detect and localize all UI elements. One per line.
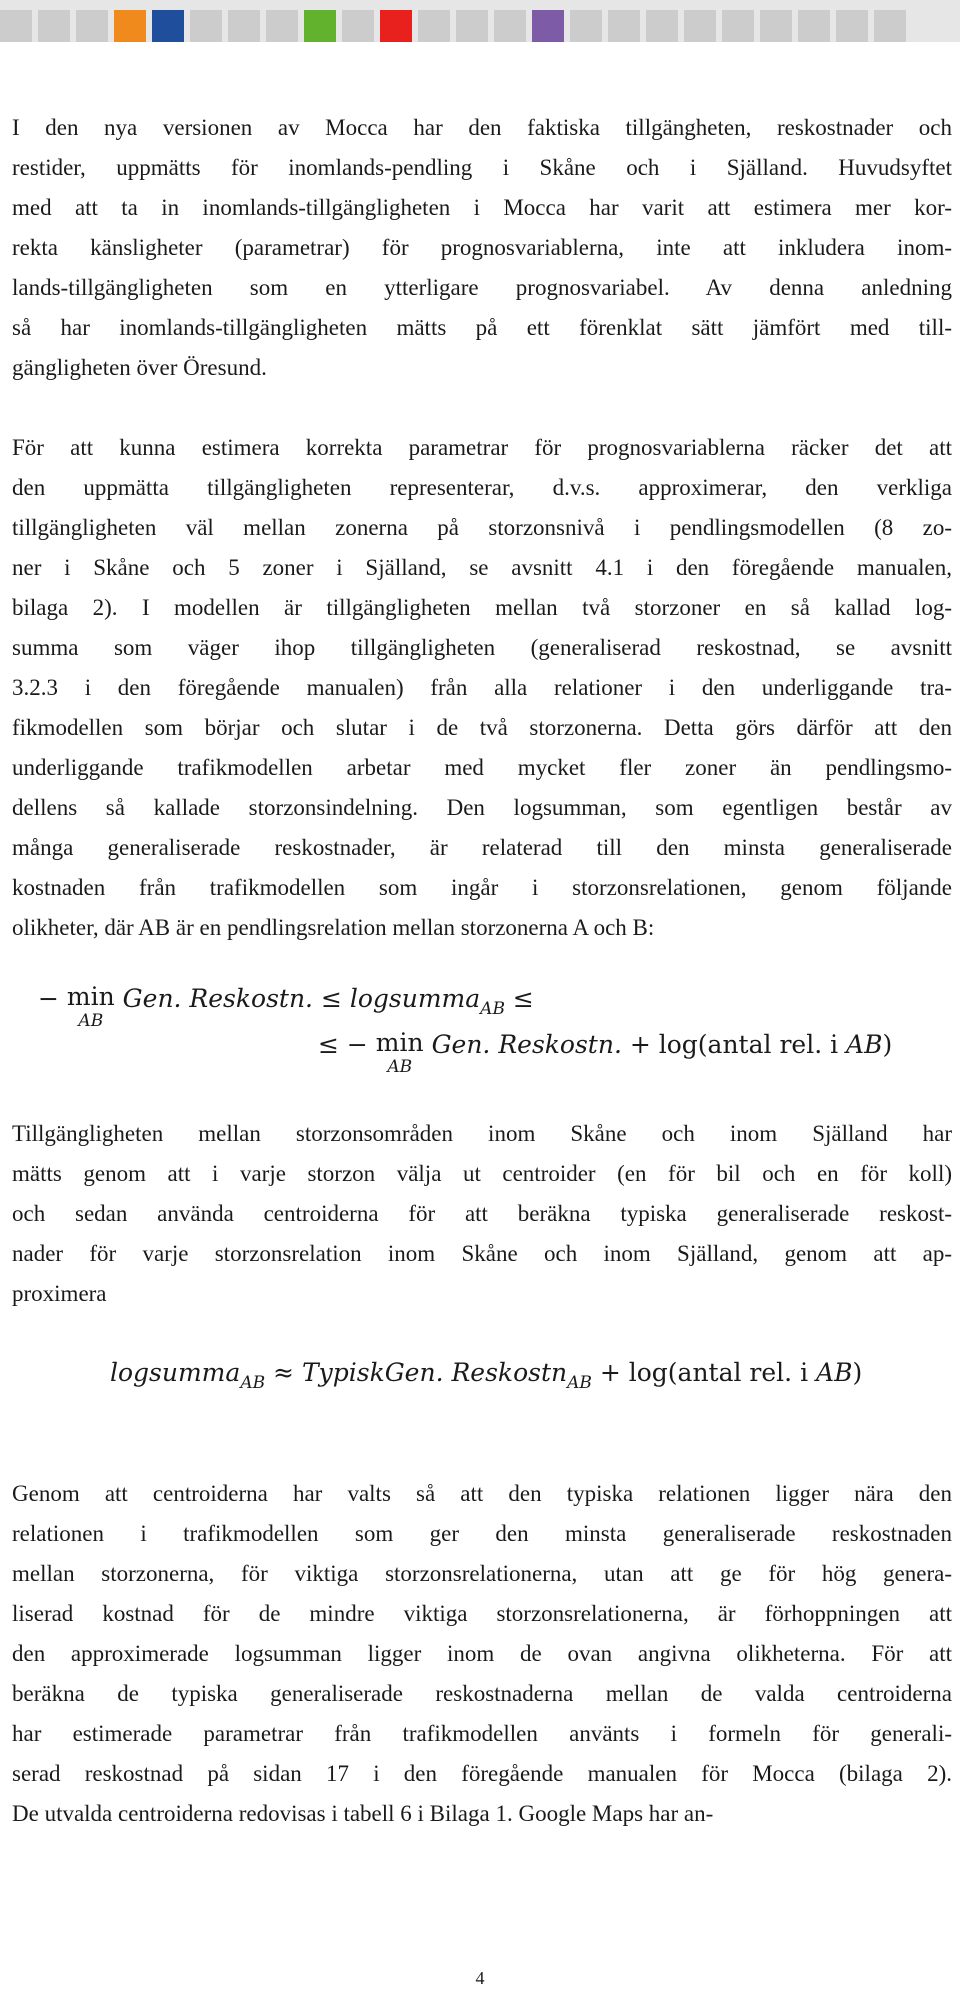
text-line: så har inomlands-tillgängligheten mätts på ett förenklat sätt jämfört med till-	[12, 315, 952, 340]
text-line: den uppmätta tillgängligheten representerar, d.v.s. approximerar, den verkliga	[12, 475, 952, 500]
color-swatch	[266, 10, 298, 42]
color-swatch	[874, 10, 906, 42]
paragraph-1	[12, 108, 952, 388]
text-line: fikmodellen som börjar och slutar i de två storzonerna. Detta görs därför att den	[12, 715, 952, 740]
color-swatch	[0, 10, 32, 42]
text-line: liserad kostnad för de mindre viktiga storzonsrelationerna, är förhoppningen att	[12, 1601, 952, 1626]
color-swatch	[228, 10, 260, 42]
text-line: olikheter, där AB är en pendlingsrelation mellan storzonerna A och B:	[12, 915, 655, 940]
paragraph-2	[12, 428, 952, 948]
text-line: För att kunna estimera korrekta parametrar för prognosvariablerna räcker det att	[12, 435, 952, 460]
approximation-equation: logsumma$_{AB}$ ≈ TypiskGen. Reskostn$_{AB}$ + log(antal rel. i AB)	[110, 1358, 863, 1393]
color-swatch	[152, 10, 184, 42]
page-number: 4	[475, 1968, 485, 1988]
color-swatch	[76, 10, 108, 42]
color-swatch	[342, 10, 374, 42]
color-swatch	[608, 10, 640, 42]
text-line: med att ta in inomlands-tillgängligheten i Mocca har varit att estimera mer kor-	[12, 195, 952, 220]
text-line: tillgängligheten väl mellan zonerna på storzonsnivå i pendlingsmodellen (8 zo-	[12, 515, 952, 540]
inequality-line-2: ≤ − min AB Gen. Reskostn. + log(antal rel. i AB)	[318, 1028, 893, 1077]
color-swatch	[190, 10, 222, 42]
color-swatch	[418, 10, 450, 42]
paragraph-3	[12, 1114, 952, 1314]
text-line: har estimerade parametrar från trafikmodellen använts i formeln för generali-	[12, 1721, 952, 1746]
text-line: proximera	[12, 1281, 107, 1306]
color-swatch	[456, 10, 488, 42]
text-line: De utvalda centroiderna redovisas i tabell 6 i Bilaga 1. Google Maps har an-	[12, 1801, 714, 1826]
text-line: ner i Skåne och 5 zoner i Själland, se avsnitt 4.1 i den föregående manualen,	[12, 555, 952, 580]
text-line: Tillgängligheten mellan storzonsområden inom Skåne och inom Själland har	[12, 1121, 952, 1146]
text-line: och sedan använda centroiderna för att beräkna typiska generaliserade reskost-	[12, 1201, 952, 1226]
text-line: bilaga 2). I modellen är tillgängligheten mellan två storzoner en så kallad log-	[12, 595, 952, 620]
text-line: nader för varje storzonsrelation inom Skåne och inom Själland, genom att ap-	[12, 1241, 952, 1266]
text-line: många generaliserade reskostnader, är relaterad till den minsta generaliserade	[12, 835, 952, 860]
text-line: 3.2.3 i den föregående manualen) från alla relationer i den underliggande tra-	[12, 675, 952, 700]
color-swatch	[722, 10, 754, 42]
color-swatch	[836, 10, 868, 42]
header-color-bar	[0, 0, 960, 42]
text-line: restider, uppmätts för inomlands-pendling i Skåne och i Själland. Huvudsyftet	[12, 155, 952, 180]
color-swatch	[760, 10, 792, 42]
text-line: Genom att centroiderna har valts så att den typiska relationen ligger nära den	[12, 1481, 952, 1506]
text-line: beräkna de typiska generaliserade reskostnaderna mellan de valda centroiderna	[12, 1681, 952, 1706]
min-operator: min AB	[66, 982, 115, 1031]
text-line: dellens så kallade storzonsindelning. Den logsumman, som egentligen består av	[12, 795, 952, 820]
color-swatch	[532, 10, 564, 42]
inequality-line-1: − min AB Gen. Reskostn. ≤ logsumma$_{AB}$ ≤	[38, 982, 534, 1031]
text-line: summa som väger ihop tillgängligheten (generaliserad reskostnad, se avsnitt	[12, 635, 952, 660]
text-line: underliggande trafikmodellen arbetar med mycket fler zoner än pendlingsmo-	[12, 755, 952, 780]
text-line: mätts genom att i varje storzon välja ut centroider (en för bil och en för koll)	[12, 1161, 952, 1186]
text-line: I den nya versionen av Mocca har den faktiska tillgängheten, reskostnader och	[12, 115, 952, 140]
color-swatch	[684, 10, 716, 42]
color-swatch	[114, 10, 146, 42]
color-swatch	[646, 10, 678, 42]
min-operator: min AB	[375, 1028, 424, 1077]
text-line: rekta känsligheter (parametrar) för prognosvariablerna, inte att inkludera inom-	[12, 235, 952, 260]
text-line: kostnaden från trafikmodellen som ingår i storzonsrelationen, genom följande	[12, 875, 952, 900]
color-swatch	[570, 10, 602, 42]
text-line: lands-tillgängligheten som en ytterligare prognosvariabel. Av denna anledning	[12, 275, 952, 300]
text-line: gängligheten över Öresund.	[12, 355, 267, 380]
text-line: mellan storzonerna, för viktiga storzonsrelationerna, utan att ge för hög genera-	[12, 1561, 952, 1586]
color-swatch	[380, 10, 412, 42]
text-line: relationen i trafikmodellen som ger den minsta generaliserade reskostnaden	[12, 1521, 952, 1546]
text-line: den approximerade logsumman ligger inom de ovan angivna olikheterna. För att	[12, 1641, 952, 1666]
color-swatch	[304, 10, 336, 42]
color-swatch	[494, 10, 526, 42]
paragraph-4	[12, 1474, 952, 1834]
text-line: serad reskostnad på sidan 17 i den föregående manualen för Mocca (bilaga 2).	[12, 1761, 952, 1786]
color-swatch	[798, 10, 830, 42]
color-swatch	[38, 10, 70, 42]
